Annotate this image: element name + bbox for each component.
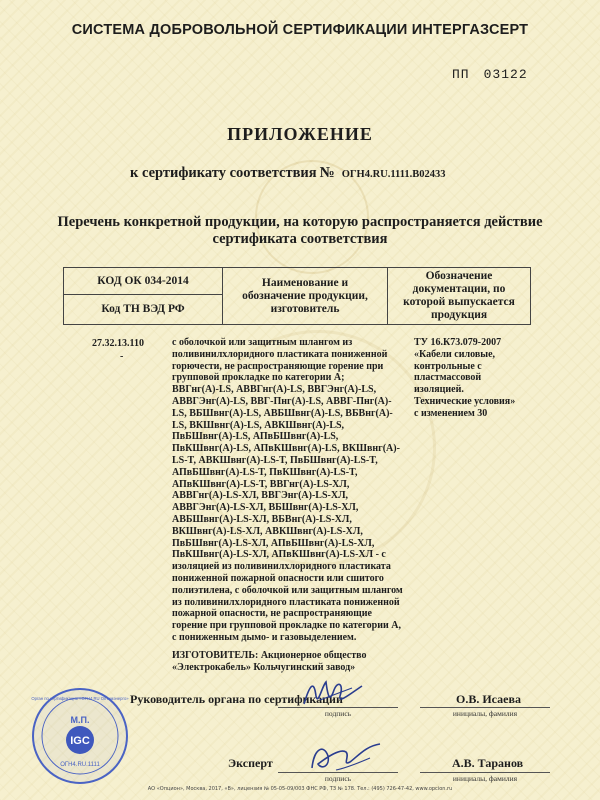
description-line: АПвБШвнг(А)-LS-T, ПвКШвнг(А)-LS-T,: [172, 466, 358, 478]
expert-signature-caption: подпись: [324, 774, 352, 783]
form-serial: 03122: [483, 67, 528, 82]
expert-name-caption: инициалы, фамилия: [452, 774, 518, 783]
list-title: [40, 214, 560, 248]
header-doc-line: документации, по: [412, 283, 506, 295]
expert-handwritten-signature: [306, 738, 386, 778]
head-signature-caption: подпись: [324, 709, 352, 718]
description-line: АПвКШвнг(А)-LS-T, ВВГнг(А)-LS-ХЛ,: [172, 478, 350, 490]
stamp-bottom-text: ОГН4.RU.1111: [60, 762, 100, 768]
description-line: ПвКШвнг(А)-LS, АПвКШвнг(А)-LS, ВКШвнг(А)-: [172, 443, 400, 455]
system-title: СИСТЕМА ДОБРОВОЛЬНОЙ СЕРТИФИКАЦИИ ИНТЕРГАЗСЕРТ: [71, 22, 529, 38]
description-line: групповой прокладке по категории А;: [172, 372, 345, 384]
official-stamp: [30, 686, 130, 786]
header-cell-documentation: [388, 268, 531, 325]
header-cell-code-ok: КОД ОК 034-2014: [64, 268, 223, 295]
header-name-line: обозначение продукции,: [242, 289, 368, 302]
doc-line: «Кабели силовые,: [414, 348, 496, 360]
description-line: ВКШвнг(А)-LS-ХЛ, АВКШвнг(А)-LS-ХЛ,: [172, 525, 363, 537]
description-line: LS, ВКШвнг(А)-LS, АВКШвнг(А)-LS,: [172, 419, 345, 431]
description-line: LS-T, АВКШвнг(А)-LS-T, ПвБШвнг(А)-LS-T,: [172, 454, 378, 466]
description-line: АВВГЭнг(А)-LS, ВВГ-Пнг(А)-LS, АВВГ-Пнг(А)-: [172, 395, 392, 407]
certificate-number: ОГН4.RU.1111.В02433: [341, 169, 446, 180]
stamp-top-text: М.П.: [70, 715, 90, 725]
description-line: поливинилхлоридного пластиката пониженной: [172, 348, 388, 360]
doc-line: ТУ 16.К73.079-2007: [414, 337, 502, 348]
list-title-line: сертификата соответствия: [212, 231, 388, 247]
description-line: пониженной пожарной опасности или сшитого: [172, 572, 384, 584]
description-line: АВБШвнг(А)-LS-ХЛ, ВБВнг(А)-LS-ХЛ,: [172, 513, 352, 525]
doc-line: с изменением 30: [414, 407, 488, 419]
expert-signature-label: Эксперт: [228, 756, 273, 770]
form-series: ПП: [452, 67, 470, 82]
description-line: пожарной опасности, не распространяющие: [172, 608, 372, 620]
description-line: ПвБШвнг(А)-LS, АПвБШвнг(А)-LS,: [172, 431, 339, 443]
page-title: ПРИЛОЖЕНИЕ: [227, 124, 373, 144]
head-name-line: [420, 707, 550, 708]
description-line: с оболочкой или защитным шлангом из: [172, 337, 353, 348]
description-line: полиэтилена, с оболочкой или защитным шлангом: [172, 584, 403, 596]
description-line: LS, ВБШвнг(А)-LS, АВБШвнг(А)-LS, ВБВнг(А)-: [172, 407, 393, 419]
header-name-line: изготовитель: [270, 302, 340, 315]
description-line: с пониженным дымо- и газовыделением.: [172, 631, 357, 643]
doc-line: Технические условия»: [414, 395, 516, 407]
number-sign: №: [319, 165, 335, 181]
header-doc-line: Обозначение: [425, 270, 493, 282]
manufacturer-line: «Электрокабель» Кольчугинский завод»: [172, 662, 356, 673]
doc-line: контрольные с: [414, 360, 482, 372]
product-code-tn: -: [120, 351, 124, 362]
description-line: из поливинилхлоридного пластиката пониженной: [172, 596, 400, 608]
head-handwritten-signature: [300, 676, 370, 712]
doc-line: пластмассовой: [414, 372, 482, 384]
header-doc-line: продукция: [430, 309, 488, 321]
certificate-reference: [130, 165, 446, 182]
doc-line: изоляцией.: [414, 384, 464, 396]
product-codes: [92, 337, 144, 363]
description-line: горение при групповой прокладке по категории А,: [172, 620, 401, 632]
header-doc-line: которой выпускается: [403, 296, 515, 308]
printer-info: АО «Опцион», Москва, 2017, «В», лицензия № 05-05-09/003 ФНС РФ, ТЗ № 178. Тел.: (495) 726-47-42, www.opcion.ru: [147, 786, 453, 792]
stamp-org-text: Орган по сертификации «ОГН4 RU Оптимэнерго»: [31, 696, 129, 701]
description-line: горючести, не распространяющие горение при: [172, 360, 384, 372]
description-line: ВВГнг(А)-LS, АВВГнг(А)-LS, ВВГЭнг(А)-LS,: [172, 384, 377, 396]
description-line: изоляцией из поливинилхлоридного пластиката: [172, 561, 391, 573]
description-line: АВВГЭнг(А)-LS-ХЛ, ВБШвнг(А)-LS-ХЛ,: [172, 502, 359, 514]
product-description: [172, 337, 405, 644]
products-table-header: [63, 267, 531, 325]
description-line: ПвКШвнг(А)-LS-ХЛ, АПвКШвнг(А)-LS-ХЛ - с: [172, 549, 386, 561]
form-number: [452, 67, 528, 82]
expert-name: А.В. Таранов: [452, 756, 524, 770]
header-cell-name: [223, 268, 388, 325]
certificate-subtitle: к сертификату соответствия: [130, 165, 317, 181]
header-cell-code-tn: Код ТН ВЭД РФ: [64, 295, 223, 325]
list-title-line: Перечень конкретной продукции, на которую распространяется действие: [57, 214, 543, 230]
head-name-caption: инициалы, фамилия: [452, 709, 518, 718]
head-name: О.В. Исаева: [456, 692, 521, 706]
manufacturer-line: ИЗГОТОВИТЕЛЬ: Акционерное общество: [172, 650, 367, 661]
manufacturer: [172, 650, 366, 674]
product-documentation: [414, 337, 544, 420]
expert-name-line: [420, 772, 550, 773]
description-line: ПвБШвнг(А)-LS-ХЛ, АПвБШвнг(А)-LS-ХЛ,: [172, 537, 375, 549]
description-line: АВВГнг(А)-LS-ХЛ, ВВГЭнг(А)-LS-ХЛ,: [172, 490, 349, 502]
header-name-line: Наименование и: [261, 276, 349, 289]
stamp-center-text: IGC: [70, 735, 90, 747]
head-signature-label: Руководитель органа по сертификации: [130, 692, 343, 706]
product-code-ok: 27.32.13.110: [92, 338, 144, 349]
